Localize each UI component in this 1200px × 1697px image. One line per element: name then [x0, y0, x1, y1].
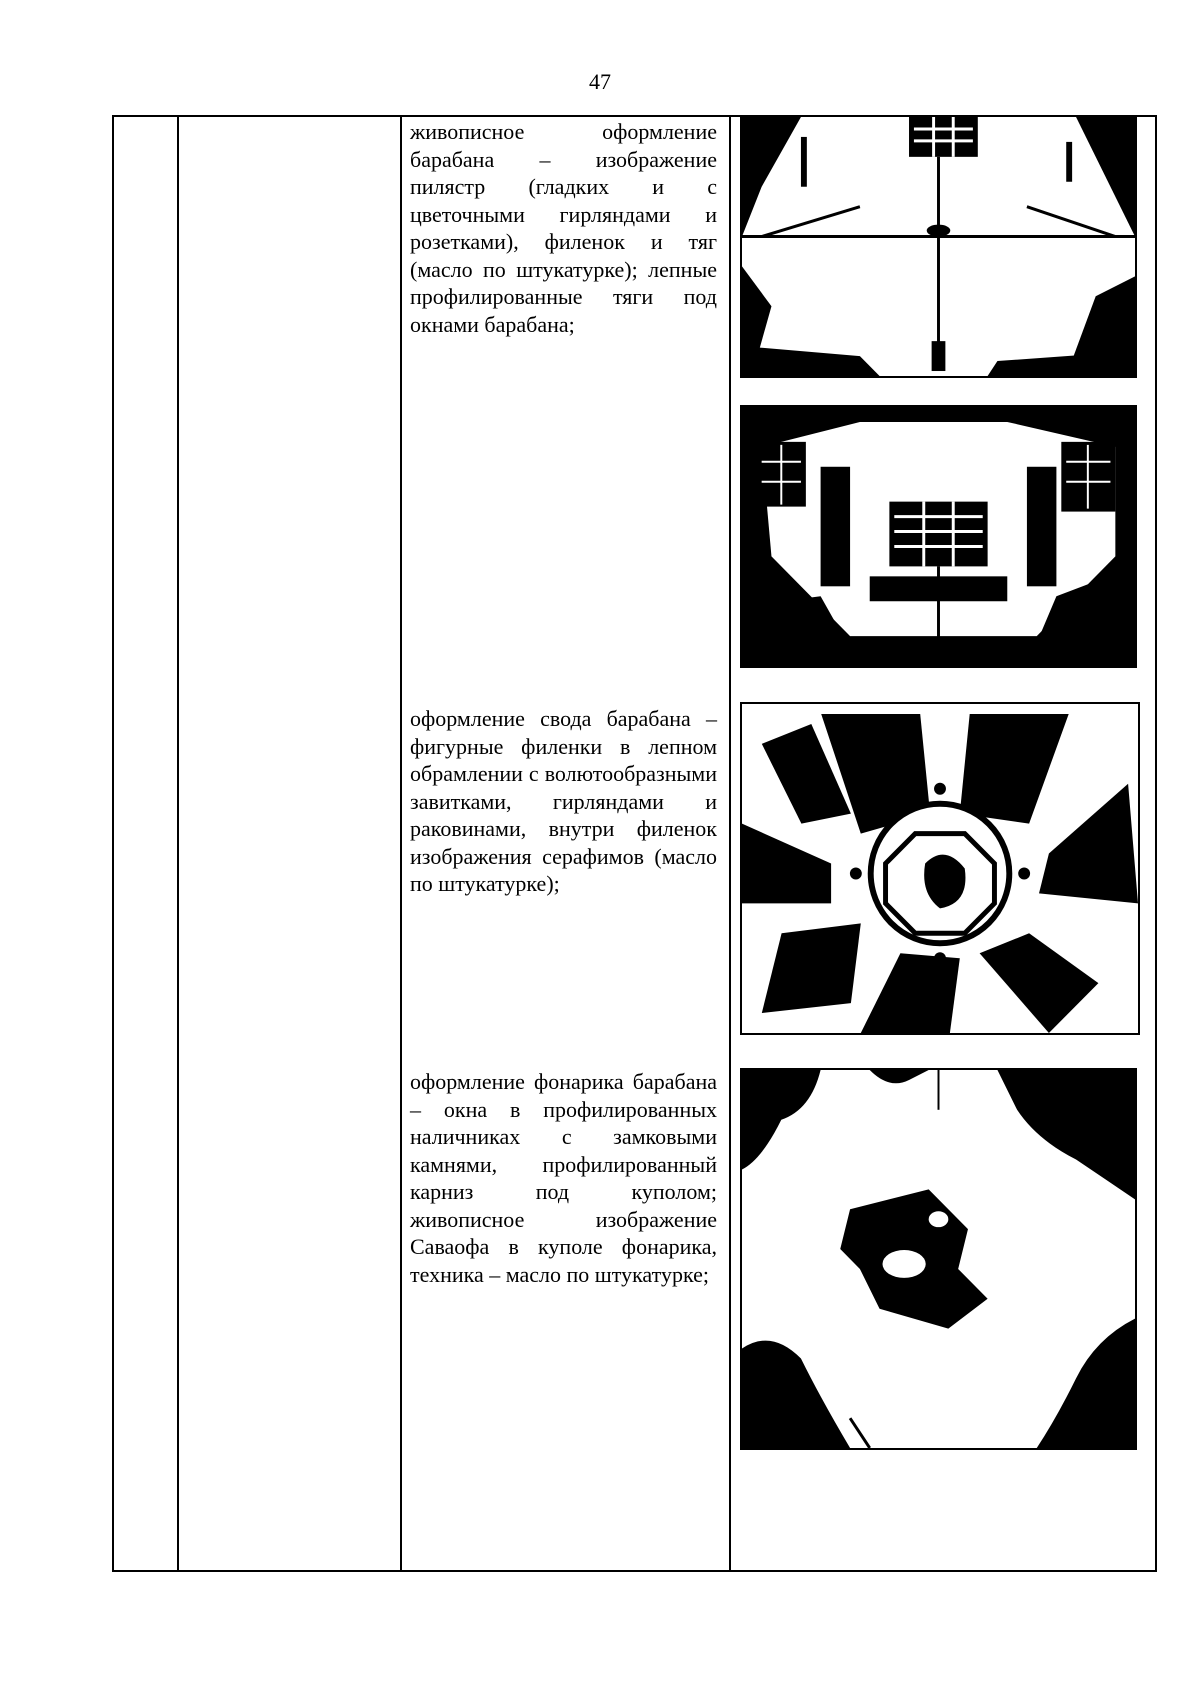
page-number: 47 [589, 69, 611, 94]
photo-drum-windows [740, 405, 1137, 668]
column-divider [729, 115, 731, 1572]
photo-drum-vault [740, 702, 1140, 1035]
table-right-border [1155, 115, 1157, 1572]
table-bottom-border [113, 1570, 1157, 1572]
row-description: оформление фонарика барабана – окна в профилированных наличниках с замковыми камнями, профилированный карниз под куполом; живописное изображение Саваофа в куполе фонарика, техника – масло по штукатурке; [410, 1069, 717, 1287]
row-description: оформление свода барабана – фигурные филенки в лепном обрамлении с волютообразными завитками, гирляндами и раковинами, внутри филенок изображения серафимов (масло по штукатурке); [410, 706, 717, 896]
photo-lantern-dome [740, 1068, 1137, 1450]
table-left-border [112, 115, 114, 1572]
column-divider [177, 115, 179, 1572]
photo-drum-interior-up [740, 115, 1137, 378]
column-divider [400, 115, 402, 1572]
row-description: живописное оформление барабана – изображение пилястр (гладких и с цветочными гирляндами и розетками), филенок и тяг (масло по штукатурке); лепные профилированные тяги под окнами барабана; [410, 119, 717, 337]
